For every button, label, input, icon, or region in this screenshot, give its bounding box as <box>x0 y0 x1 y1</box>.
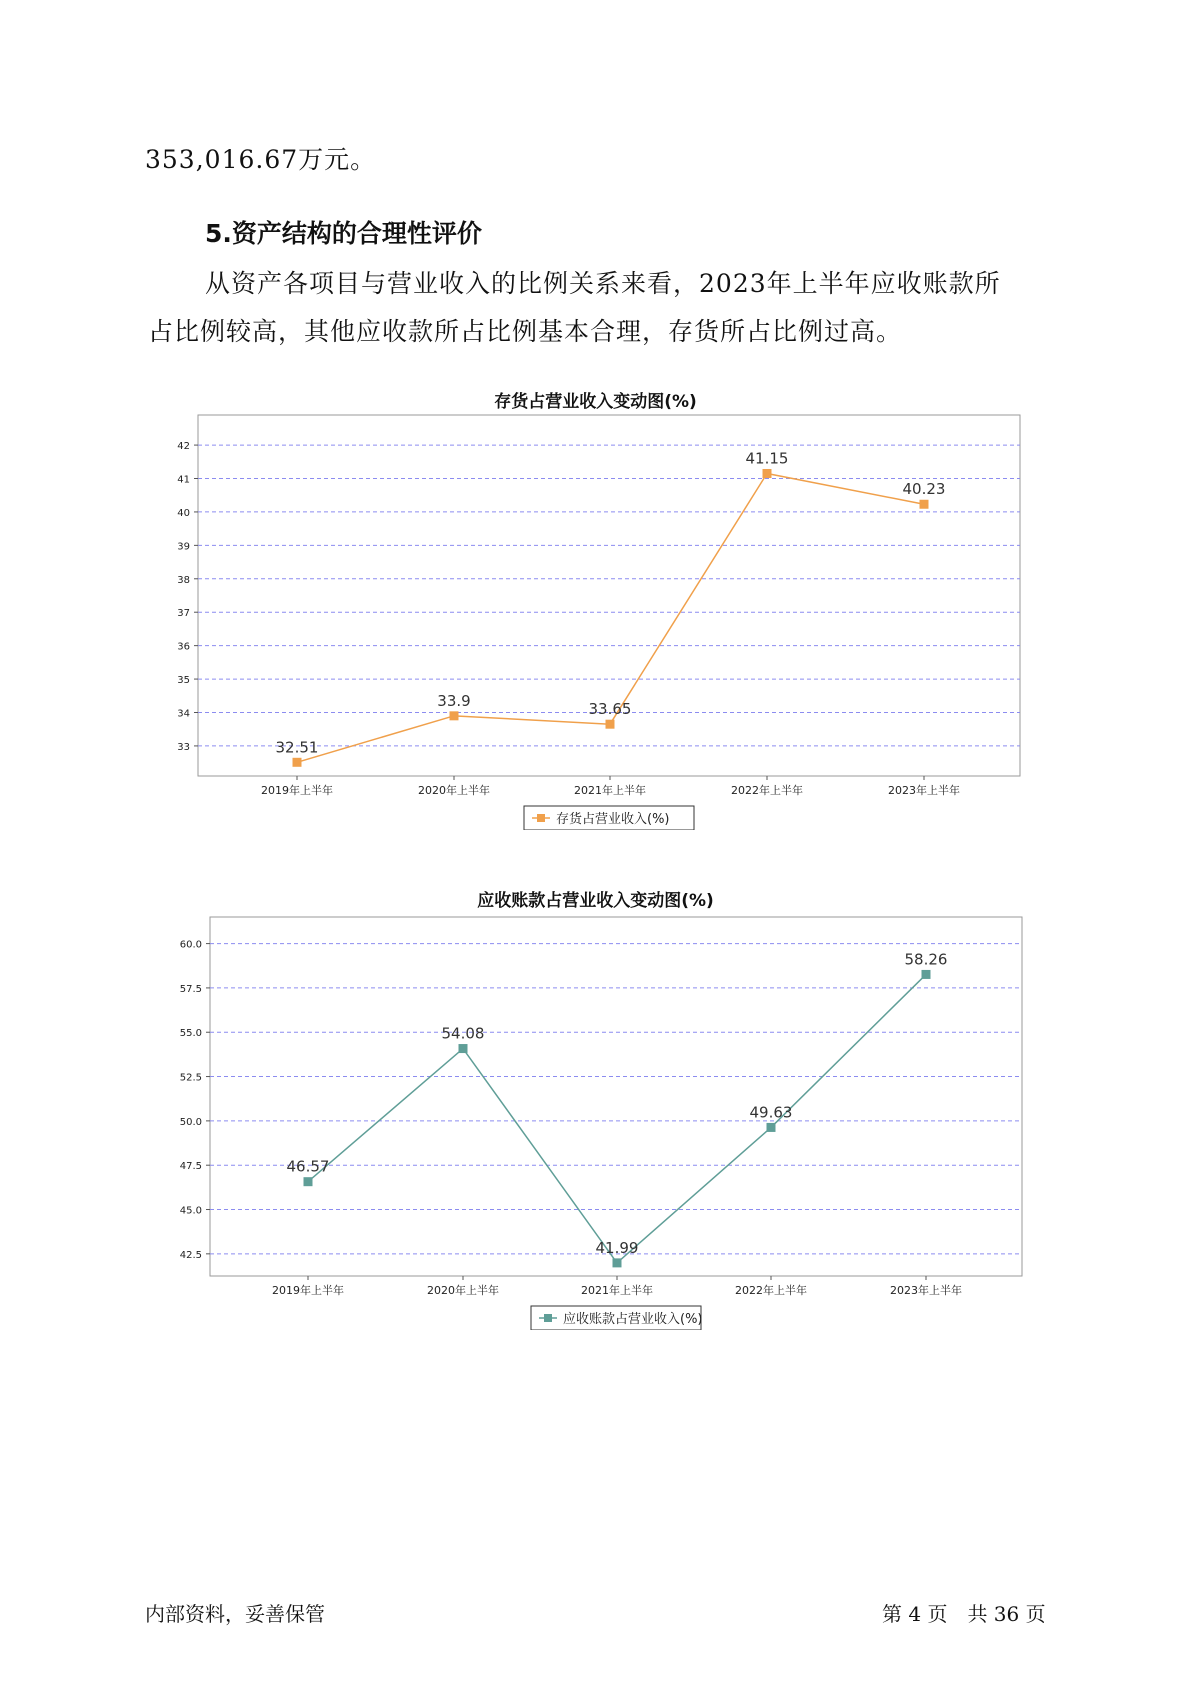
data-point <box>304 1177 313 1186</box>
legend-label: 应收账款占营业收入(%) <box>563 1312 703 1327</box>
y-tick-label: 60.0 <box>179 939 202 951</box>
y-tick-label: 33 <box>177 741 190 753</box>
section-heading: 5.资产结构的合理性评价 <box>205 219 482 248</box>
continuation-line: 353,016.67万元。 <box>145 145 377 174</box>
data-label: 41.99 <box>595 1238 639 1257</box>
data-point <box>450 711 459 720</box>
paragraph-line-2: 占比例较高，其他应收款所占比例基本合理，存货所占比例过高。 <box>148 317 903 346</box>
x-tick-label: 2022年上半年 <box>731 784 803 797</box>
data-label: 46.57 <box>286 1157 330 1176</box>
data-point <box>763 469 772 478</box>
paragraph-line-1: 从资产各项目与营业收入的比例关系来看，2023年上半年应收账款所 <box>205 269 1001 298</box>
data-point <box>606 720 615 729</box>
x-tick-label: 2021年上半年 <box>574 784 646 797</box>
chart-title-receivables: 应收账款占营业收入变动图(%) <box>477 891 714 911</box>
y-tick-label: 36 <box>177 641 190 653</box>
x-tick-label: 2020年上半年 <box>427 1284 499 1297</box>
x-tick-label: 2021年上半年 <box>581 1284 653 1297</box>
y-tick-label: 55.0 <box>179 1028 202 1040</box>
chart-inventory <box>0 410 1191 830</box>
footer-page-number: 第 4 页 共 36 页 <box>882 1602 1046 1626</box>
data-point <box>922 970 931 979</box>
data-point <box>459 1044 468 1053</box>
legend <box>524 806 694 830</box>
x-tick-label: 2023年上半年 <box>888 784 960 797</box>
legend-marker <box>544 1314 552 1322</box>
y-tick-label: 39 <box>177 541 190 553</box>
y-tick-label: 47.5 <box>179 1161 202 1173</box>
y-tick-label: 35 <box>177 675 190 687</box>
y-tick-label: 45.0 <box>179 1205 202 1217</box>
y-tick-label: 57.5 <box>179 983 202 995</box>
data-point <box>767 1123 776 1132</box>
data-label: 33.9 <box>437 691 471 710</box>
y-tick-label: 41 <box>177 474 190 486</box>
data-label: 41.15 <box>745 449 789 468</box>
plot-area <box>210 917 1022 1276</box>
data-point <box>293 758 302 767</box>
y-tick-label: 52.5 <box>179 1072 202 1084</box>
y-tick-label: 42.5 <box>179 1249 202 1261</box>
x-tick-label: 2023年上半年 <box>890 1284 962 1297</box>
chart-receivables <box>0 910 1191 1330</box>
data-point <box>920 500 929 509</box>
data-label: 40.23 <box>902 480 946 499</box>
data-label: 58.26 <box>904 950 948 969</box>
chart-title-inventory: 存货占营业收入变动图(%) <box>494 392 697 412</box>
x-tick-label: 2022年上半年 <box>735 1284 807 1297</box>
y-tick-label: 50.0 <box>179 1116 202 1128</box>
data-label: 32.51 <box>275 738 319 757</box>
y-tick-label: 42 <box>177 441 190 453</box>
x-tick-label: 2019年上半年 <box>272 1284 344 1297</box>
data-label: 49.63 <box>749 1103 793 1122</box>
data-point <box>613 1258 622 1267</box>
x-tick-label: 2020年上半年 <box>418 784 490 797</box>
data-label: 54.08 <box>441 1024 485 1043</box>
footer-note: 内部资料，妥善保管 <box>145 1602 325 1626</box>
y-tick-label: 34 <box>177 708 190 720</box>
legend <box>531 1306 703 1330</box>
legend-marker <box>537 814 545 822</box>
data-label: 33.65 <box>588 700 632 719</box>
x-tick-label: 2019年上半年 <box>261 784 333 797</box>
y-tick-label: 40 <box>177 507 190 519</box>
legend-label: 存货占营业收入(%) <box>556 812 670 827</box>
y-tick-label: 37 <box>177 608 190 620</box>
y-tick-label: 38 <box>177 574 190 586</box>
